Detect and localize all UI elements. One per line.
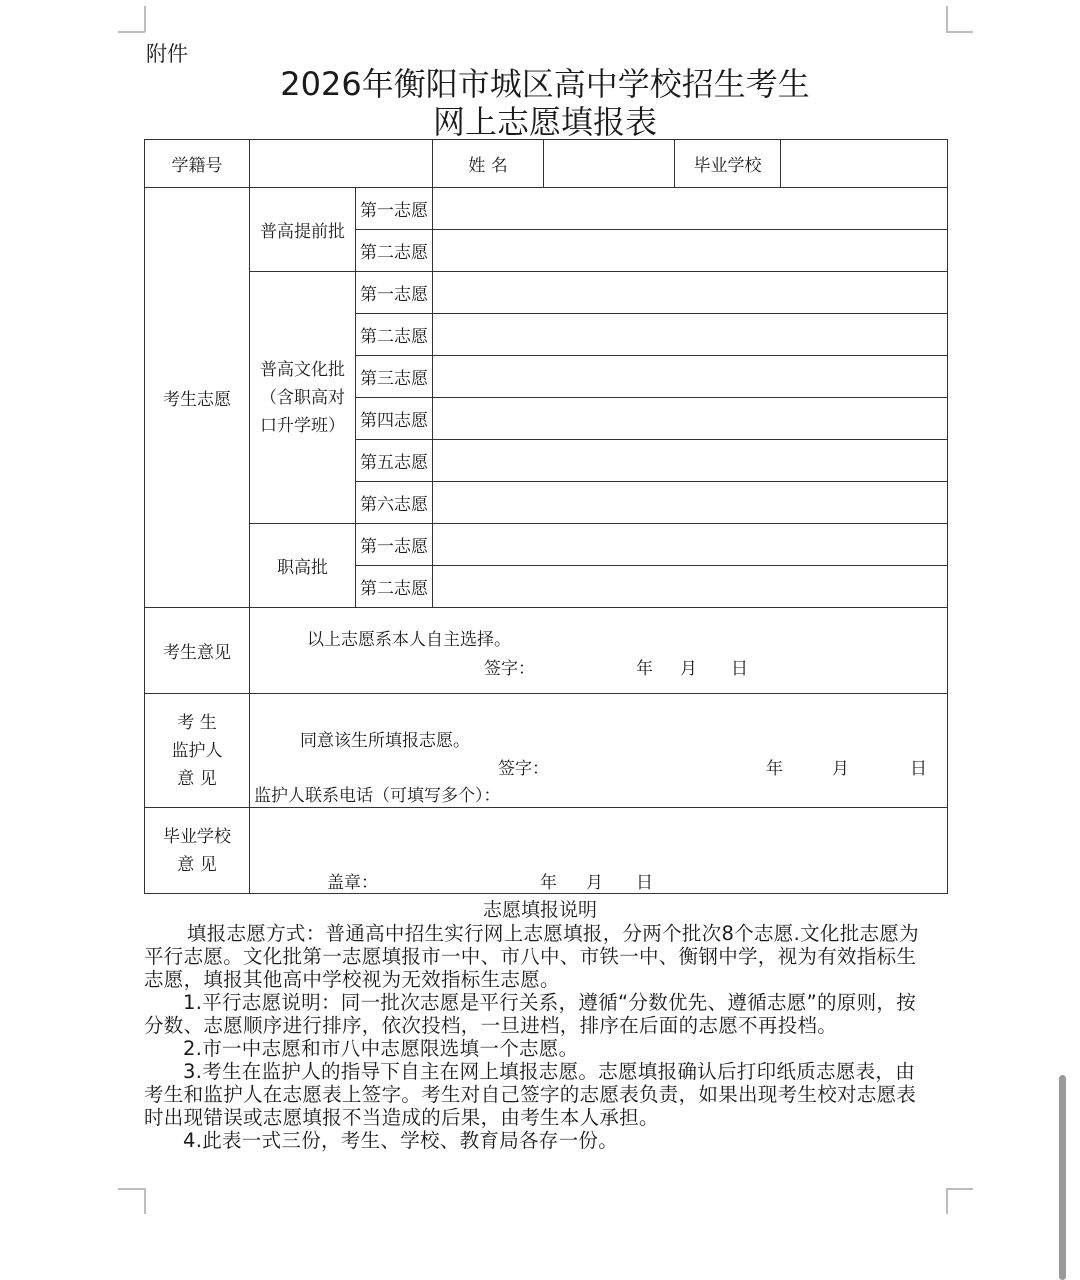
- guardian-opinion-statement: 同意该生所填报志愿。: [300, 731, 470, 751]
- page-title-line2: 网上志愿填报表: [432, 103, 657, 141]
- vertical-scrollbar[interactable]: [1059, 1075, 1066, 1280]
- name-label: 姓 名: [433, 140, 544, 188]
- batch-name: 职高批: [250, 524, 356, 608]
- guardian-opinion-label: [145, 694, 250, 808]
- choice-label: 第二志愿: [356, 566, 433, 608]
- choice-label: 第五志愿: [356, 440, 433, 482]
- student-opinion-row: [145, 608, 948, 694]
- student-id-label: 学籍号: [145, 140, 250, 188]
- choice-label: 第一志愿: [356, 524, 433, 566]
- choice-field[interactable]: [433, 566, 948, 608]
- guardian-day-label: 日: [910, 759, 927, 779]
- school-opinion-cell[interactable]: [250, 808, 948, 894]
- notes-paragraph: 2.市一中志愿和市八中志愿限选填一个志愿。: [183, 1037, 579, 1060]
- batch-name: 普高提前批: [250, 188, 356, 272]
- crop-mark-bottom-right: [946, 1188, 948, 1214]
- choices-label: 考生志愿: [145, 188, 250, 608]
- choice-row: [145, 272, 948, 314]
- crop-mark-top-left-h: [118, 31, 145, 33]
- notes-paragraph: 3.考生在监护人的指导下自主在网上填报志愿。志愿填报确认后打印纸质志愿表，由考生和监护人在志愿表上签字。考生对自己签字的志愿表负责，如果出现考生校对志愿表时出现错误或志愿填报不当造成的后果，由考生本人承担。: [144, 1060, 917, 1129]
- school-day-label: 日: [636, 873, 653, 893]
- notes-paragraph: 1.平行志愿说明：同一批次志愿是平行关系，遵循“分数优先、遵循志愿”的原则，按分数、志愿顺序进行排序，依次投档，一旦进档，排序在后面的志愿不再投档。: [144, 991, 917, 1037]
- attachment-label: 附件: [146, 42, 188, 66]
- grad-school-field[interactable]: [781, 140, 948, 188]
- choice-row: [145, 188, 948, 230]
- page-title-line1: 2026年衡阳市城区高中学校招生考生: [280, 65, 810, 103]
- school-year-label: 年: [540, 873, 557, 893]
- guardian-label-line2: 监护人: [171, 740, 223, 761]
- choice-field[interactable]: [433, 524, 948, 566]
- school-seal-label: 盖章：: [327, 873, 378, 893]
- choice-label: 第二志愿: [356, 314, 433, 356]
- choice-field[interactable]: [433, 398, 948, 440]
- notes-title: 志愿填报说明: [482, 899, 597, 921]
- student-opinion-statement: 以上志愿系本人自主选择。: [307, 630, 511, 650]
- student-sign-label: 签字：: [484, 659, 535, 679]
- info-row: [145, 140, 948, 188]
- name-field[interactable]: [544, 140, 675, 188]
- student-opinion-cell[interactable]: [250, 608, 948, 694]
- choice-field[interactable]: [433, 314, 948, 356]
- choice-label: 第一志愿: [356, 188, 433, 230]
- notes-paragraph: 4.此表一式三份，考生、学校、教育局各存一份。: [183, 1129, 619, 1152]
- school-label-line1: 毕业学校: [163, 826, 231, 847]
- student-year-label: 年: [636, 659, 653, 679]
- choice-field[interactable]: [433, 440, 948, 482]
- guardian-label-line1: 考 生: [177, 712, 217, 733]
- guardian-phone-label: 监护人联系电话（可填写多个）：: [254, 786, 501, 806]
- guardian-year-label: 年: [766, 759, 783, 779]
- crop-mark-bottom-left: [144, 1188, 146, 1214]
- student-day-label: 日: [731, 659, 748, 679]
- choice-field[interactable]: [433, 188, 948, 230]
- crop-mark-top-left: [144, 6, 146, 32]
- student-id-field[interactable]: [250, 140, 433, 188]
- guardian-label-line3: 意 见: [177, 768, 217, 789]
- notes-body: [144, 922, 934, 1152]
- school-label-line2: 意 见: [177, 854, 217, 875]
- choice-field[interactable]: [433, 272, 948, 314]
- school-opinion-label: [145, 808, 250, 894]
- choice-label: 第一志愿: [356, 272, 433, 314]
- guardian-sign-label: 签字：: [498, 759, 549, 779]
- school-month-label: 月: [586, 873, 603, 893]
- choice-row: [145, 524, 948, 566]
- application-form-table: [144, 139, 948, 894]
- school-opinion-row: [145, 808, 948, 894]
- grad-school-label: 毕业学校: [675, 140, 781, 188]
- notes-paragraph: 填报志愿方式：普通高中招生实行网上志愿填报，分两个批次8个志愿.文化批志愿为平行志愿。文化批第一志愿填报市一中、市八中、市铁一中、衡钢中学，视为有效指标生志愿，填报其他高中学校视为无效指标生志愿。: [144, 922, 919, 991]
- crop-mark-bottom-left-h: [118, 1188, 145, 1190]
- crop-mark-bottom-right-h: [946, 1188, 973, 1190]
- choice-label: 第三志愿: [356, 356, 433, 398]
- student-opinion-label: 考生意见: [145, 608, 250, 694]
- choice-label: 第六志愿: [356, 482, 433, 524]
- choice-field[interactable]: [433, 356, 948, 398]
- crop-mark-top-right: [946, 6, 948, 32]
- choice-field[interactable]: [433, 230, 948, 272]
- choice-label: 第二志愿: [356, 230, 433, 272]
- choice-label: 第四志愿: [356, 398, 433, 440]
- crop-mark-top-right-h: [946, 31, 973, 33]
- student-month-label: 月: [680, 659, 697, 679]
- guardian-opinion-row: [145, 694, 948, 808]
- guardian-opinion-cell[interactable]: [250, 694, 948, 808]
- batch-name: 普高文化批（含职高对口升学班）: [250, 272, 356, 524]
- choice-field[interactable]: [433, 482, 948, 524]
- guardian-month-label: 月: [832, 759, 849, 779]
